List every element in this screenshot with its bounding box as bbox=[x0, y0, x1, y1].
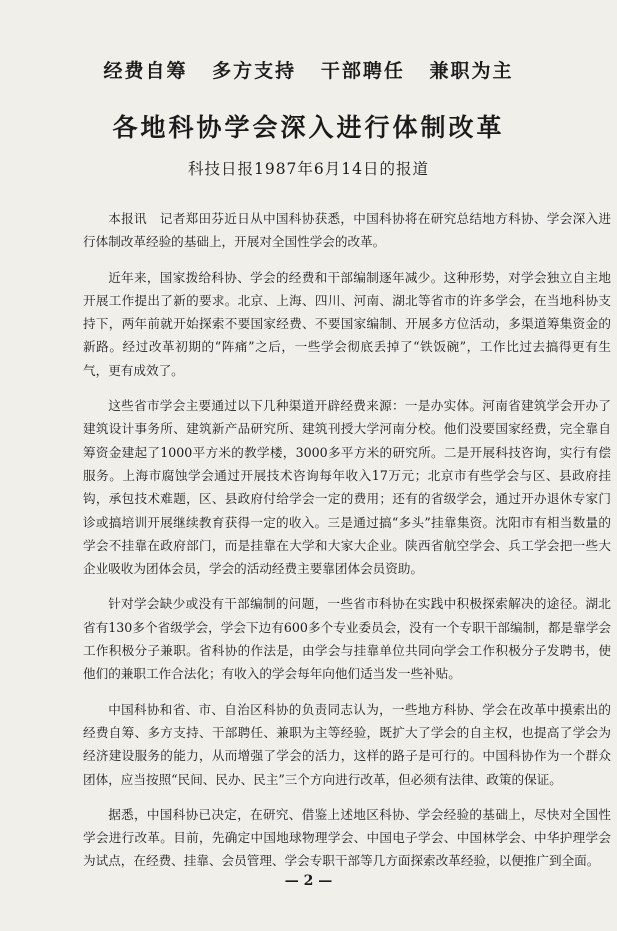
paragraph-5: 中国科协和省、市、自治区科协的负责同志认为，一些地方科协、学会在改革中摸索出的经费自筹、多方支持、干部聘任、兼职为主等经验，既扩大了学会的自主权，也提高了学会为经济建设服务的能力，从而增强了学会的活力，这样的路子是可行的。中国科协作为一个群众团体，应当按照“民间、民办、民主”三个方向进行改革，但必须有法律、政策的保证。 bbox=[83, 701, 611, 787]
paragraph-3: 这些省市学会主要通过以下几种渠道开辟经费来源：一是办实体。河南省建筑学会开办了建筑设计事务所、建筑新产品研究所、建筑刊授大学河南分校。他们没要国家经费，完全靠自筹资金建起了1000平方米的教学楼，3000多平方米的研究所。二是开展科技咨询，实行有偿服务。上海市腐蚀学会通过开展技术咨询每年收入17万元；北京市有些学会与区、县政府挂钩，承包技术难题，区、县政府付给学会一定的费用；还有的省级学会，通过开办退休专家门诊或搞培训开展继续教育获得一定的收入。三是通过搞“多头”挂靠集资。沈阳市有相当数量的学会不挂靠在政府部门，而是挂靠在大学和大家大企业。陕西省航空学会、兵工学会把一些大企业吸收为团体会员，学会的活动经费主要靠团体会员资助。 bbox=[83, 398, 611, 577]
slogan-line bbox=[0, 56, 617, 83]
paragraph-6: 据悉，中国科协已决定，在研究、借鉴上述地区科协、学会经验的基础上，尽快对全国性学会进行改革。目前，先确定中国地球物理学会、中国电子学会、中国林学会、中华护理学会为试点，在经费、挂靠、会员管理、学会专职干部等几方面探索改革经验，以便推广到全面。 bbox=[83, 806, 611, 869]
article-source: 科技日报1987年6月14日的报道 bbox=[187, 160, 430, 178]
slogan-2: 多方支持 bbox=[212, 60, 297, 82]
slogan-1: 经费自筹 bbox=[103, 60, 188, 82]
article-body bbox=[83, 207, 611, 885]
paragraph-2: 近年来，国家拨给科协、学会的经费和干部编制逐年减少。这种形势，对学会独立自主地开展工作提出了新的要求。北京、上海、四川、河南、湖北等省市的许多学会，在当地科协支持下，两年前就开始探索不要国家经费、不要国家编制、开展多方位活动，多渠道筹集资金的新路。经过改革初期的“阵痛”之后，一些学会彻底丢掉了“铁饭碗”，工作比过去搞得更有生气，更有成效了。 bbox=[83, 269, 611, 378]
paragraph-1: 本报讯 记者郑田芬近日从中国科协获悉，中国科协将在研究总结地方科协、学会深入进行体制改革经验的基础上，开展对全国性学会的改革。 bbox=[83, 211, 611, 250]
slogan-3: 干部聘任 bbox=[320, 60, 405, 82]
article-headline: 各地科协学会深入进行体制改革 bbox=[112, 113, 505, 142]
paragraph-4: 针对学会缺少或没有干部编制的问题，一些省市科协在实践中积极探索解决的途径。湖北省有130多个省级学会，学会下边有600多个专业委员会，没有一个专职干部编制，都是靠学会工作积极分子兼职。省科协的作法是，由学会与挂靠单位共同向学会工作积极分子发聘书，使他们的兼职工作合法化；有收入的学会每年向他们适当发一些补贴。 bbox=[83, 596, 611, 682]
page-number: — 2 — bbox=[284, 873, 333, 889]
slogan-4: 兼职为主 bbox=[429, 60, 514, 82]
